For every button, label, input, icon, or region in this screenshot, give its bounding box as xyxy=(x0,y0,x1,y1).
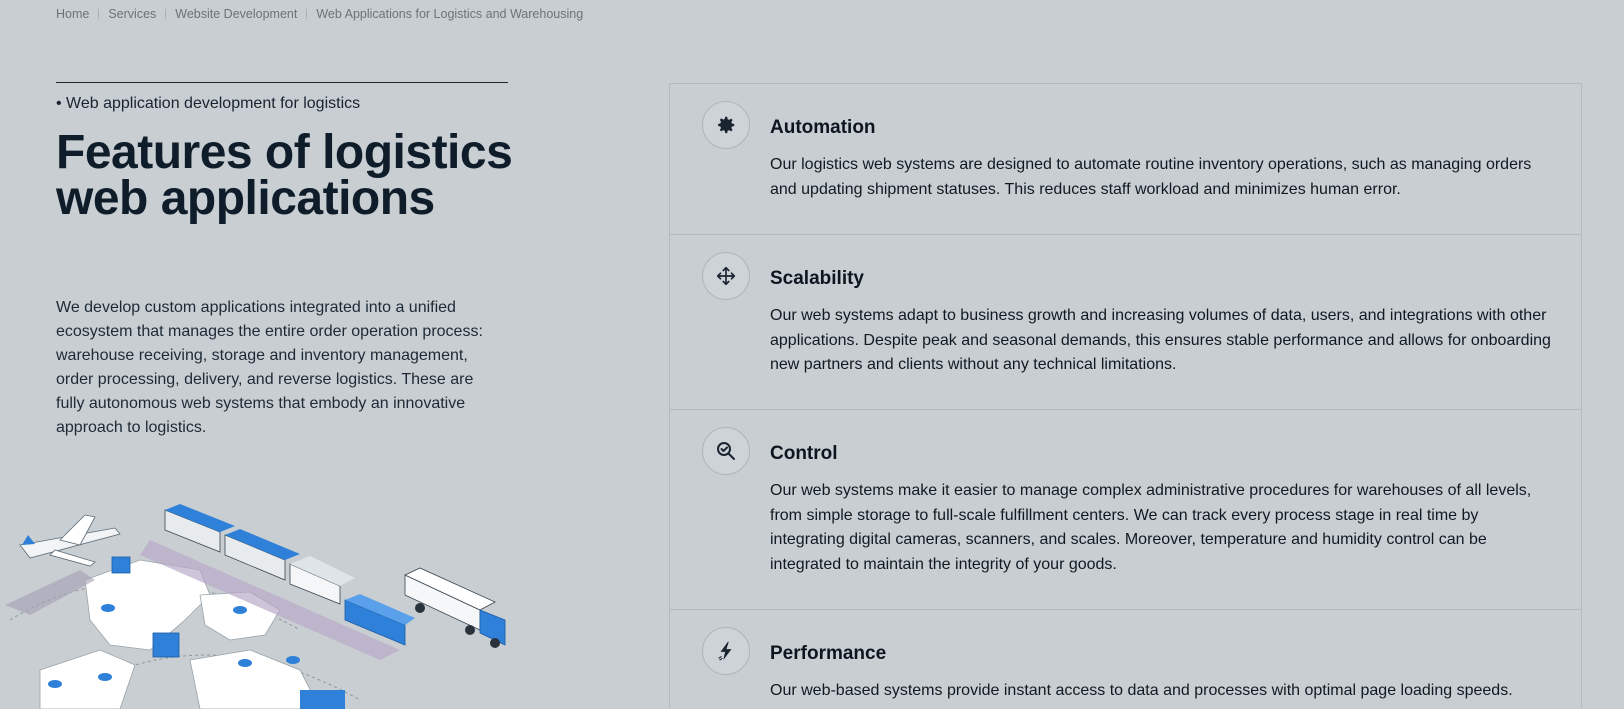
feature-description: Our logistics web systems are designed to automate routine inventory operations, such as managing orders and updating shipment statuses. This reduces staff workload and minimizes human error. xyxy=(770,156,1532,198)
section-divider xyxy=(56,82,508,83)
move-arrows-icon xyxy=(702,252,750,300)
feature-description: Our web systems adapt to business growth and increasing volumes of data, users, and integrations with other applications. Despite peak and seasonal demands, this ensures stable performance and allows for onboarding new partners and clients without any technical limitations. xyxy=(770,307,1551,373)
breadcrumb-home[interactable]: Home xyxy=(56,7,90,21)
feature-title: Scalability xyxy=(770,268,864,289)
feature-control xyxy=(670,410,1581,610)
feature-title: Control xyxy=(770,443,838,464)
lightning-icon xyxy=(702,627,750,675)
gear-icon xyxy=(702,101,750,149)
feature-automation xyxy=(670,84,1581,235)
feature-performance xyxy=(670,610,1581,709)
feature-description: Our web-based systems provide instant access to data and processes with optimal page loading speeds. xyxy=(770,682,1513,699)
feature-title: Performance xyxy=(770,643,887,664)
intro-paragraph: We develop custom applications integrated into a unified ecosystem that manages the entire order operation process: warehouse receiving, storage and inventory management, order processing, delivery, and reverse logistics. These are fully autonomous web systems that embody an innovative approach to logistics. xyxy=(56,299,483,436)
page-title: Features of logistics web applications xyxy=(56,126,513,225)
breadcrumb-current: Web Applications for Logistics and Warehousing xyxy=(316,7,584,21)
section-eyebrow: • Web application development for logistics xyxy=(56,95,361,112)
breadcrumb-separator xyxy=(306,9,307,19)
features-panel xyxy=(669,83,1582,709)
feature-title: Automation xyxy=(770,117,876,138)
breadcrumb xyxy=(56,7,583,21)
magnifier-check-icon xyxy=(702,427,750,475)
breadcrumb-separator xyxy=(165,9,166,19)
breadcrumb-separator xyxy=(98,9,99,19)
feature-scalability xyxy=(670,235,1581,410)
feature-description: Our web systems make it easier to manage complex administrative procedures for warehouses of all levels, from simple storage to full-scale fulfillment centers. We can track every process stage in real time by integrating digital cameras, scanners, and scales. Moreover, temperature and humidity control can be integrated to maintain the integrity of your goods. xyxy=(770,482,1532,573)
breadcrumb-services[interactable]: Services xyxy=(108,7,157,21)
breadcrumb-website-development[interactable]: Website Development xyxy=(175,7,298,21)
logistics-illustration xyxy=(0,500,520,709)
